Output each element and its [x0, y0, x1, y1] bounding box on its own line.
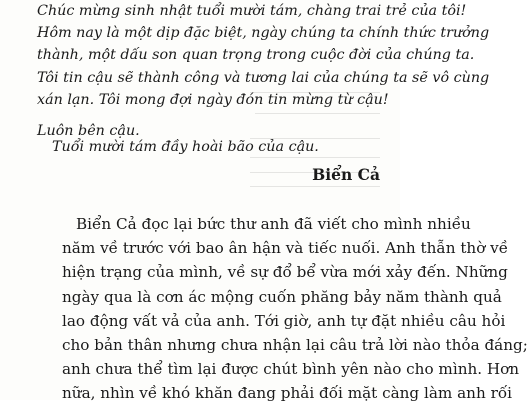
body-line: Biển Cả đọc lại bức thư anh đã viết cho mình nhiều: [76, 215, 471, 233]
letter-signature: Biển Cả: [312, 165, 380, 184]
letter-line: Chúc mừng sinh nhật tuổi mười tám, chàng trai trẻ của tôi!: [37, 3, 467, 19]
body-line: nữa, nhìn về khó khăn đang phải đối mặt càng làm anh rối: [62, 384, 512, 403]
letter-closing: Luôn bên cậu.: [37, 123, 140, 139]
letter-line: thành, một dấu son quan trọng trong cuộc đời của chúng ta.: [37, 47, 475, 64]
letter-line: Hôm nay là một dịp đặc biệt, ngày chúng ta chính thức trưởng: [37, 25, 490, 42]
body-line: anh chưa thể tìm lại được chút bình yên nào cho mình. Hơn: [62, 360, 520, 379]
body-line: lao động vất vả của anh. Tới giờ, anh tự đặt nhiều câu hỏi: [62, 311, 506, 330]
body-line: cho bản thân nhưng chưa nhận lại câu trả lời nào thỏa đáng;: [62, 335, 528, 354]
body-paragraph: [62, 212, 528, 406]
body-line: năm về trước với bao ân hận và tiếc nuối. Anh thẫn thờ về: [62, 239, 509, 258]
letter-line: xán lạn. Tôi mong đợi ngày đón tin mừng từ cậu!: [37, 91, 389, 108]
body-line: ngày qua là cơn ác mộng cuốn phăng bảy năm thành quả: [62, 287, 502, 306]
letter-text: [37, 0, 490, 111]
body-line: hiện trạng của mình, về sự đổ bể vừa mới xảy đến. Những: [62, 263, 508, 282]
letter-line: Tôi tin cậu sẽ thành công và tương lai của chúng ta sẽ vô cùng: [37, 69, 490, 86]
letter-wish: Tuổi mười tám đầy hoài bão của cậu.: [52, 139, 319, 155]
